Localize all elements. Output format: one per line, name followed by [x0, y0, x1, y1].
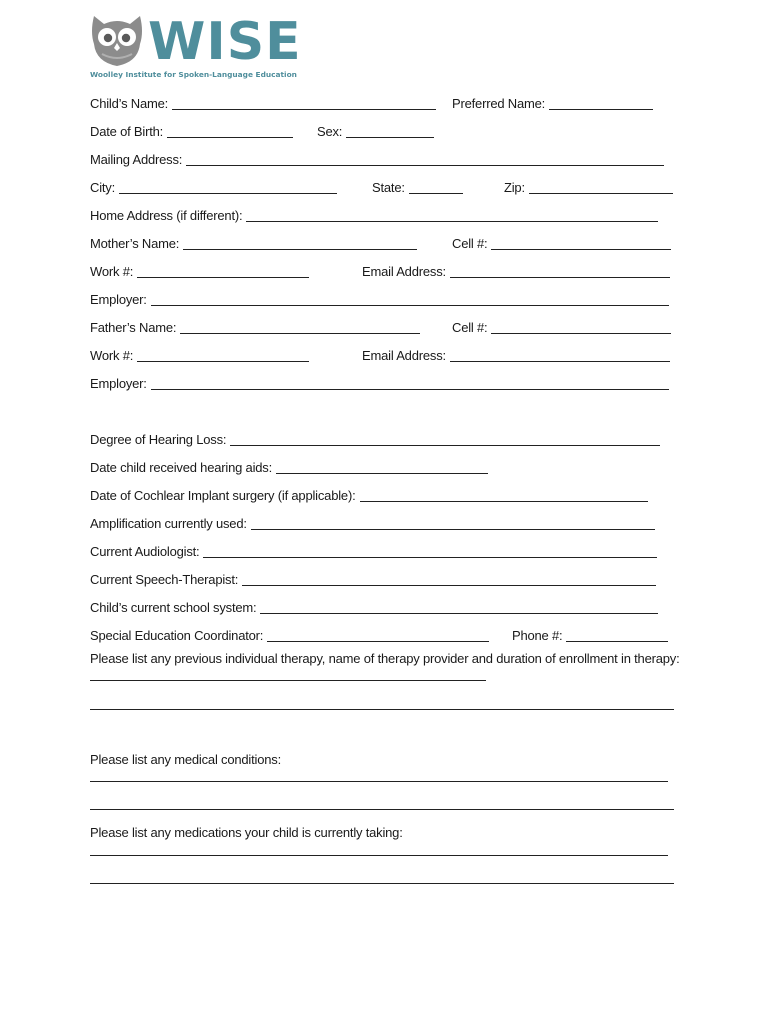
- school-system-label: Child’s current school system:: [90, 600, 257, 615]
- row-ci-surgery: [90, 484, 680, 504]
- hearing-loss-field[interactable]: [90, 428, 660, 448]
- preferred-name-field[interactable]: [452, 92, 653, 112]
- audiologist-label: Current Audiologist:: [90, 544, 200, 559]
- row-hearing-loss: [90, 428, 680, 448]
- row-school-system: [90, 596, 680, 616]
- child-name-line[interactable]: [172, 97, 436, 110]
- row-hearing-aids: [90, 456, 680, 476]
- row-father-work: [90, 344, 680, 364]
- audiologist-line[interactable]: [203, 545, 657, 558]
- speech-therapist-line[interactable]: [242, 573, 656, 586]
- ci-surgery-field[interactable]: [90, 484, 648, 504]
- child-name-label: Child’s Name:: [90, 96, 169, 111]
- medical-line-2[interactable]: [90, 809, 674, 810]
- sped-coordinator-label: Special Education Coordinator:: [90, 628, 264, 643]
- school-system-line[interactable]: [260, 601, 658, 614]
- ci-surgery-label: Date of Cochlear Implant surgery (if applicable):: [90, 488, 356, 503]
- city-line[interactable]: [119, 181, 337, 194]
- father-email-field[interactable]: [362, 344, 670, 364]
- mother-work-field[interactable]: [90, 260, 309, 280]
- speech-therapist-field[interactable]: [90, 568, 656, 588]
- home-address-line[interactable]: [246, 209, 658, 222]
- audiologist-field[interactable]: [90, 540, 657, 560]
- therapy-prompt-text: Please list any previous individual therapy, name of therapy provider and duration of enrollment in therapy:: [90, 651, 680, 666]
- father-cell-line[interactable]: [491, 321, 671, 334]
- father-employer-line[interactable]: [151, 377, 669, 390]
- therapy-line-2[interactable]: [90, 709, 674, 710]
- row-home-address: [90, 204, 680, 224]
- row-mailing-address: [90, 148, 680, 168]
- father-name-field[interactable]: [90, 316, 420, 336]
- phone-line[interactable]: [566, 629, 668, 642]
- hearing-aids-date-label: Date child received hearing aids:: [90, 460, 273, 475]
- row-city: [90, 176, 680, 196]
- zip-field[interactable]: [504, 176, 673, 196]
- dob-field[interactable]: [90, 120, 293, 140]
- therapy-line-1[interactable]: [90, 669, 486, 681]
- state-field[interactable]: [372, 176, 463, 196]
- mother-cell-field[interactable]: [452, 232, 671, 252]
- sex-field[interactable]: [317, 120, 434, 140]
- mother-email-field[interactable]: [362, 260, 670, 280]
- row-speech-therapist: [90, 568, 680, 588]
- row-sped-coordinator: [90, 624, 680, 644]
- father-work-label: Work #:: [90, 348, 134, 363]
- father-work-line[interactable]: [137, 349, 309, 362]
- zip-label: Zip:: [504, 180, 525, 195]
- sex-line[interactable]: [346, 125, 434, 138]
- mother-employer-label: Employer:: [90, 292, 147, 307]
- medications-prompt: [90, 824, 680, 842]
- hearing-loss-label: Degree of Hearing Loss:: [90, 432, 227, 447]
- state-label: State:: [372, 180, 405, 195]
- mother-employer-field[interactable]: [90, 288, 669, 308]
- row-father-name: [90, 316, 680, 336]
- speech-therapist-label: Current Speech-Therapist:: [90, 572, 239, 587]
- medications-line-1[interactable]: [90, 855, 668, 856]
- father-employer-label: Employer:: [90, 376, 147, 391]
- home-address-label: Home Address (if different):: [90, 208, 243, 223]
- mother-name-field[interactable]: [90, 232, 417, 252]
- mother-employer-line[interactable]: [151, 293, 669, 306]
- phone-label: Phone #:: [512, 628, 563, 643]
- school-system-field[interactable]: [90, 596, 658, 616]
- father-work-field[interactable]: [90, 344, 309, 364]
- therapy-prompt: [90, 650, 680, 686]
- row-dob: [90, 120, 680, 140]
- mother-cell-line[interactable]: [491, 237, 671, 250]
- hearing-aids-date-line[interactable]: [276, 461, 488, 474]
- amplification-field[interactable]: [90, 512, 655, 532]
- father-name-label: Father’s Name:: [90, 320, 177, 335]
- row-amplification: [90, 512, 680, 532]
- hearing-loss-line[interactable]: [230, 433, 660, 446]
- zip-line[interactable]: [529, 181, 673, 194]
- medications-line-2[interactable]: [90, 883, 674, 884]
- father-cell-label: Cell #:: [452, 320, 488, 335]
- wise-logo: [88, 12, 302, 84]
- mailing-address-label: Mailing Address:: [90, 152, 183, 167]
- mother-email-label: Email Address:: [362, 264, 446, 279]
- medical-line-1[interactable]: [90, 781, 668, 782]
- amplification-label: Amplification currently used:: [90, 516, 247, 531]
- mother-name-label: Mother’s Name:: [90, 236, 180, 251]
- row-mother-work: [90, 260, 680, 280]
- medications-prompt-text: Please list any medications your child is currently taking:: [90, 825, 403, 840]
- owl-icon: [88, 12, 146, 68]
- medical-prompt-text: Please list any medical conditions:: [90, 752, 281, 767]
- brand-name: WISE: [148, 12, 302, 72]
- city-label: City:: [90, 180, 116, 195]
- father-email-line[interactable]: [450, 349, 670, 362]
- mother-email-line[interactable]: [450, 265, 670, 278]
- father-email-label: Email Address:: [362, 348, 446, 363]
- father-employer-field[interactable]: [90, 372, 669, 392]
- hearing-aids-date-field[interactable]: [90, 456, 488, 476]
- preferred-name-line[interactable]: [549, 97, 653, 110]
- row-mother-employer: [90, 288, 680, 308]
- dob-line[interactable]: [167, 125, 293, 138]
- medical-prompt: [90, 751, 680, 769]
- phone-field[interactable]: [512, 624, 668, 644]
- brand-tagline: Woolley Institute for Spoken-Language Education: [90, 70, 297, 79]
- sped-coordinator-line[interactable]: [267, 629, 489, 642]
- mother-work-line[interactable]: [137, 265, 309, 278]
- child-name-field[interactable]: [90, 92, 436, 112]
- dob-label: Date of Birth:: [90, 124, 164, 139]
- row-father-employer: [90, 372, 680, 392]
- sex-label: Sex:: [317, 124, 343, 139]
- home-address-field[interactable]: [90, 204, 658, 224]
- state-line[interactable]: [409, 181, 463, 194]
- mailing-address-line[interactable]: [186, 153, 664, 166]
- father-cell-field[interactable]: [452, 316, 671, 336]
- father-name-line[interactable]: [180, 321, 420, 334]
- sped-coordinator-field[interactable]: [90, 624, 489, 644]
- mother-name-line[interactable]: [183, 237, 417, 250]
- city-field[interactable]: [90, 176, 337, 196]
- row-child-name: [90, 92, 680, 112]
- ci-surgery-line[interactable]: [360, 489, 648, 502]
- row-mother-name: [90, 232, 680, 252]
- preferred-name-label: Preferred Name:: [452, 96, 546, 111]
- mother-work-label: Work #:: [90, 264, 134, 279]
- amplification-line[interactable]: [251, 517, 655, 530]
- mailing-address-field[interactable]: [90, 148, 664, 168]
- mother-cell-label: Cell #:: [452, 236, 488, 251]
- row-audiologist: [90, 540, 680, 560]
